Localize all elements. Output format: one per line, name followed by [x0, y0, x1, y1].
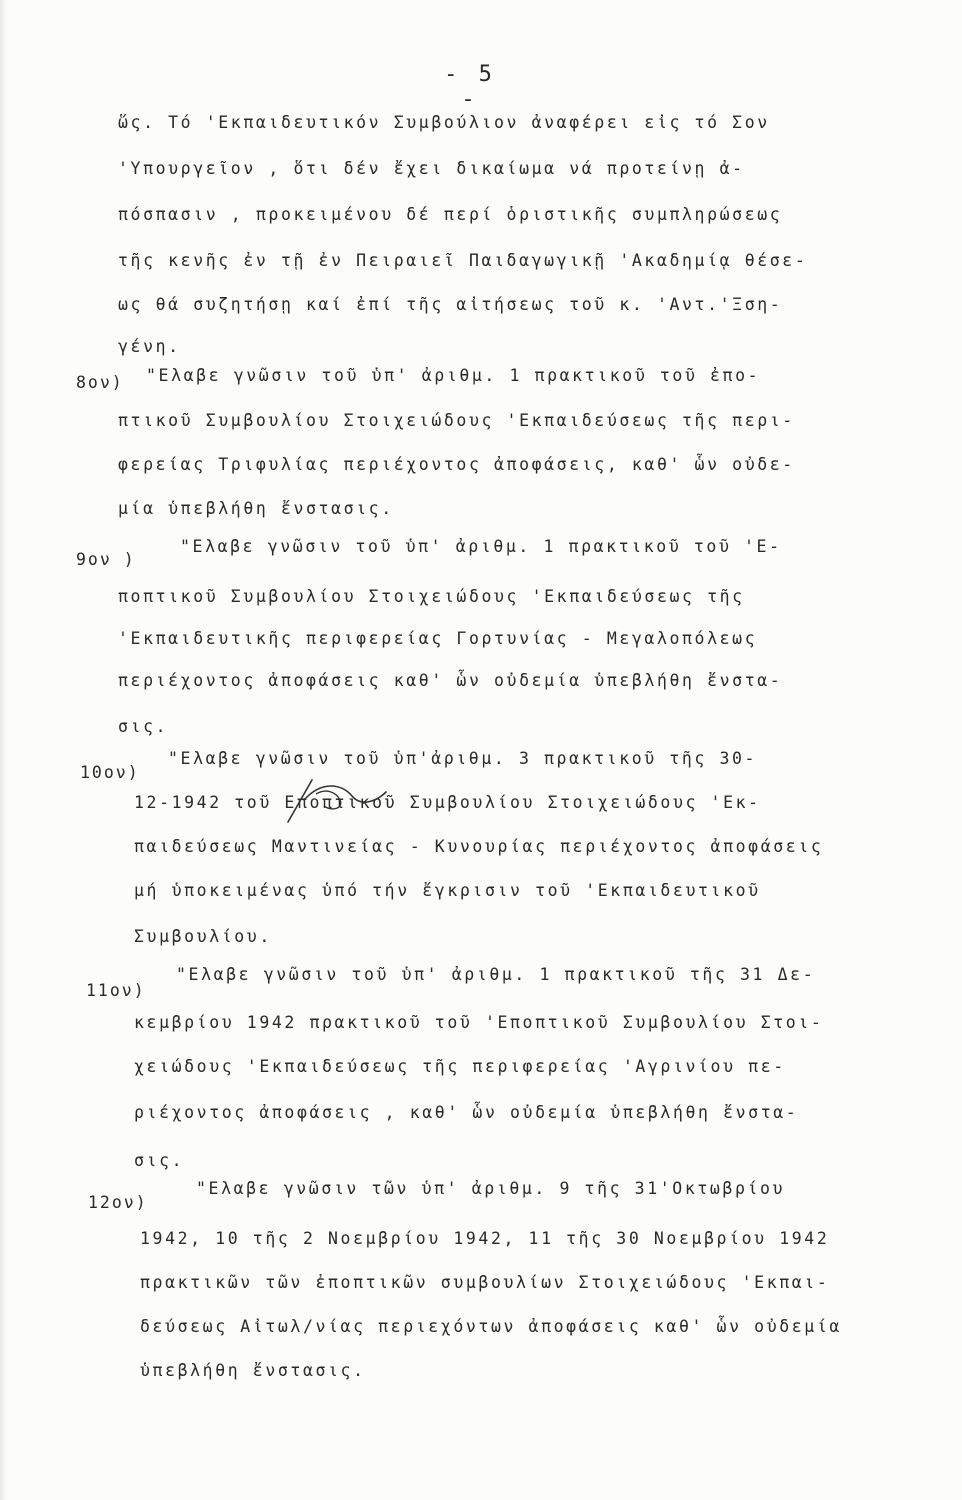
text-line: φερείας Τριφυλίας περιέχοντος ἀποφάσεις, καθ' ὧν οὐδε-: [118, 455, 795, 474]
page-number: - 5 -: [444, 62, 496, 112]
text-line: 'Εκπαιδευτικῆς περιφερείας Γορτυνίας - Μεγαλοπόλεως: [118, 629, 758, 648]
text-line: 'Υπουργεῖον , ὅτι δέν ἔχει δικαίωμα νά προτείνῃ ἀ-: [118, 159, 745, 178]
text-line: χειώδους 'Εκπαιδεύσεως τῆς περιφερείας 'Αγρινίου πε-: [134, 1057, 786, 1076]
text-line: "Ελαβε γνῶσιν τοῦ ὑπ' ἀριθμ. 1 πρακτικοῦ τοῦ ἐπο-: [146, 366, 761, 385]
text-line: ποπτικοῦ Συμβουλίου Στοιχειώδους 'Εκπαιδεύσεως τῆς: [118, 587, 745, 606]
text-line: "Ελαβε γνῶσιν τῶν ὑπ' ἀριθμ. 9 τῆς 31'Οκτωβρίου: [196, 1179, 786, 1198]
page-edge-shadow: [0, 0, 6, 1500]
text-line: ριέχοντος ἀποφάσεις , καθ' ὧν οὐδεμία ὑπεβλήθη ἔνστα-: [134, 1103, 799, 1122]
text-line: μή ὑποκειμένας ὑπό τήν ἔγκρισιν τοῦ 'Εκπαιδευτικοῦ: [134, 881, 761, 900]
item-number-10: 10ον): [80, 763, 140, 782]
text-line: πτικοῦ Συμβουλίου Στοιχειώδους 'Εκπαιδεύσεως τῆς περι-: [118, 411, 795, 430]
item-number-8: 8ον): [76, 373, 124, 392]
text-line: πρακτικῶν τῶν ἐποπτικῶν συμβουλίων Στοιχειώδους 'Εκπαι-: [140, 1273, 830, 1292]
text-line: τῆς κενῆς ἐν τῇ ἐν Πειραιεῖ Παιδαγωγικῇ 'Ακαδημίᾳ θέσε-: [118, 251, 808, 270]
text-line: "Ελαβε γνῶσιν τοῦ ὑπ' ἀριθμ. 1 πρακτικοῦ τῆς 31 Δε-: [176, 965, 816, 984]
text-line: 1942, 10 τῆς 2 Νοεμβρίου 1942, 11 τῆς 30 Νοεμβρίου 1942: [140, 1229, 830, 1248]
text-line: πόσπασιν , προκειμένου δέ περί ὁριστικῆς συμπληρώσεως: [118, 205, 783, 224]
item-number-12: 12ον): [88, 1193, 148, 1212]
text-line: γένη.: [118, 337, 181, 356]
text-line: δεύσεως Αἰτωλ/νίας περιεχόντων ἀποφάσεις καθ' ὧν οὐδεμία: [140, 1317, 842, 1336]
text-line: κεμβρίου 1942 πρακτικοῦ τοῦ 'Εποπτικοῦ Συμβουλίου Στοι-: [134, 1013, 824, 1032]
text-line: ὑπεβλήθη ἔνστασις.: [140, 1361, 366, 1380]
text-line: "Ελαβε γνῶσιν τοῦ ὑπ'ἀριθμ. 3 πρακτικοῦ τῆς 30-: [168, 749, 758, 768]
handwritten-correction-mark: [282, 770, 392, 830]
text-line: ὥς. Τό 'Εκπαιδευτικόν Συμβούλιον ἀναφέρει εἰς τό Σον: [118, 113, 770, 132]
text-line: μία ὑπεβλήθη ἔνστασις.: [118, 499, 394, 518]
text-line: Συμβουλίου.: [134, 927, 272, 946]
text-line: ως θά συζητήσῃ καί ἐπί τῆς αἰτήσεως τοῦ κ. 'Αντ.'Ξση-: [118, 295, 783, 314]
text-line: 12-1942 τοῦ Εποπτικοῦ Συμβουλίου Στοιχειώδους 'Εκ-: [134, 793, 761, 812]
text-line: παιδεύσεως Μαντινείας - Κυνουρίας περιέχοντος ἀποφάσεις: [134, 837, 824, 856]
item-number-11: 11ον): [86, 981, 146, 1000]
text-line: περιέχοντος ἀποφάσεις καθ' ὧν οὐδεμία ὑπεβλήθη ἔνστα-: [118, 671, 783, 690]
text-line: σις.: [118, 717, 169, 736]
text-line: σις.: [134, 1151, 185, 1170]
text-line: "Ελαβε γνῶσιν τοῦ ὑπ' ἀριθμ. 1 πρακτικοῦ τοῦ 'Ε-: [180, 537, 782, 556]
item-number-9: 9ον ): [76, 550, 136, 569]
